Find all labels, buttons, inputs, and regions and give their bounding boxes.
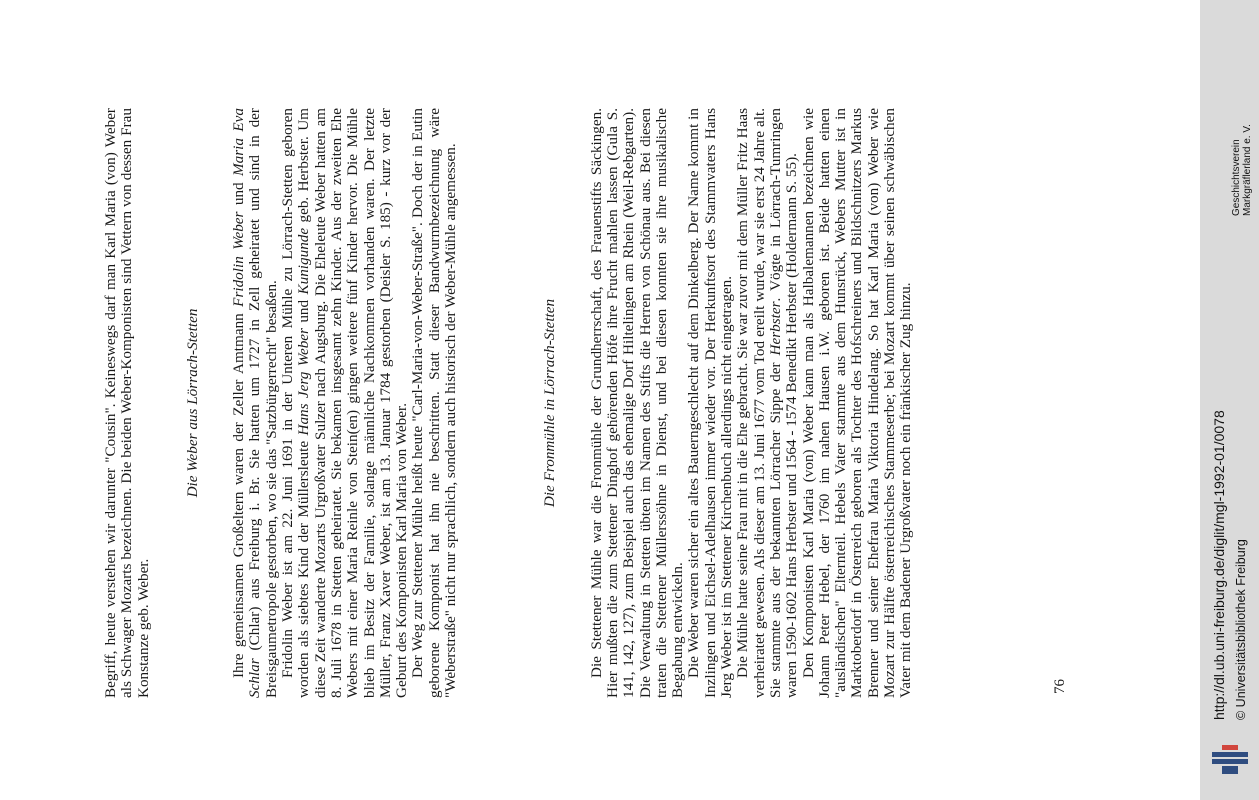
permalink-url[interactable]: http://dl.ub.uni-freiburg.de/diglit/mgl-1992-01/0078 [1211, 410, 1227, 720]
rotated-sidebar-content [1200, 0, 1259, 800]
copyright-notice: © Universitätsbibliothek Freiburg [1234, 539, 1248, 720]
paragraph: Die Stettener Mühle war die Fronmühle der Grundherrschaft, des Frauenstifts Säckingen. Hier mußten die zum Stettener Dinghof gehörenden Höfe ihre Frucht mahlen lassen (Gula S. 141, 142, 127), zum Beispiel auch das ehemalige Dorf Hiltelingen am Rhein (Weil-Rebgarten). Die Verwaltung in Stetten übten im Namen des Stifts die Herren von Schönau aus. Bei diesen traten die Stettener Müllerssöhne in Dienst, und bei diesen konnten sie ihre musikalische Begabung entwickeln. [587, 108, 687, 698]
intro-paragraph: Begriff, heute verstehen wir darunter "Cousin". Keineswegs darf man Karl Maria (von) Weber als Schwager Mozarts bezeichnen. Die beiden Weber-Komponisten sind Vettern von dessen Frau Konstanze geb. Weber. [102, 108, 152, 698]
paragraph: Den Komponisten Karl Maria (von) Weber kann man als Halbalemannen bezeichnen wie Johann Peter Hebel, der 1760 im nahen Hausen i.W. geboren ist. Beide hatten einen "ausländischen" Elternteil. Hebels Vater stammte aus dem Hunsrück, Webers Mutter ist in Marktoberdorf in Österreich geboren als Tochter des Hofschreiners und Bildschnitzers Markus Brenner und seiner Ehefrau Maria Viktoria Hindelang. So hat Karl Maria (von) Weber wie Mozart zur Hälfte österreichisches Stammeserbe; bei Mozart kommt über seinen schwäbischen Vater mit dem Badener Urgroßvater noch ein fränkischer Zug hinzu. [799, 108, 915, 698]
page-number: 76 [1052, 679, 1068, 694]
paragraph: Fridolin Weber ist am 22. Juni 1691 in der Unteren Mühle zu Lörrach-Stetten geboren worden als siebtes Kind der Müllersleute Hans Jerg Weber und Kunigunde geb. Herbster. Um diese Zeit wanderte Mozarts Urgroßvater Sulzer nach Augsburg. Die Eheleute Weber hatten am 8. Juli 1678 in Stetten geheiratet. Sie bekamen insgesamt zehn Kinder. Aus der zweiten Ehe Webers mit einer Maria Reinle von Stein(en) gingen weitere fünf Kinder hervor. Die Mühle blieb im Besitz der Familie, solange männliche Nachkommen vorhanden waren. Der letzte Müller, Franz Xaver Weber, ist am 13. Januar 1784 gestorben (Deisler S. 185) - kurz vor der Geburt des Komponisten Karl Maria von Weber. [279, 108, 411, 698]
section-heading-weber-loerrach-stetten: Die Weber aus Lörrach-Stetten [183, 308, 201, 498]
section-heading-fronmuehle: Die Fronmühle in Lörrach-Stetten [541, 298, 559, 508]
paragraph: Die Mühle hatte seine Frau mit in die Ehe gebracht. Sie war zuvor mit dem Müller Fritz Haas verheiratet gewesen. Als dieser am 13. Juni 1677 vom Tod ereilt wurde, war sie erst 24 Jahre alt. Sie stammte aus der bekannten Lörracher Sippe der Herbster. Vögte in Lörrach-Tumringen waren 1590-1602 Hans Herbster und 1564 - 1574 Benedikt Herbster (Holdermann S. 55). [734, 108, 801, 698]
paragraph: Die Weber waren sicher ein altes Bauerngeschlecht auf dem Dinkelberg. Der Name kommt in Inzlingen und Eichsel-Adelhausen immer wieder vor. Der Herkunftsort des Stammvaters Hans Jerg Weber ist im Stettener Kirchenbuch allerdings nicht eingetragen. [685, 108, 736, 698]
society-name-line-1: Geschichtsverein [1231, 139, 1242, 216]
paragraph: Der Weg zur Stettener Mühle heißt heute "Carl-Maria-von-Weber-Straße". Doch der in Eutin geborene Komponist hat ihn nie beschritten. Statt dieser Bandwurmbezeichnung wäre "Weberstraße" nicht nur sprachlich, sondern auch historisch der Weber-Mühle angemessen. [409, 108, 460, 698]
society-name-line-2: Markgräflerland e. V. [1242, 124, 1253, 216]
text-column [103, 108, 915, 698]
society-name [1231, 124, 1253, 216]
paragraph: Ihre gemeinsamen Großeltern waren der Zeller Amtmann Fridolin Weber und Maria Eva Schlar (Chlar) aus Freiburg i. Br. Sie hatten um 1727 in Zell geheiratet und sind in der Breisgaumetropole gestorben, wo sie das "Satzbürgerrecht" besaßen. [230, 107, 280, 698]
ub-freiburg-logo-icon[interactable] [1208, 742, 1252, 776]
viewer-sidebar [1200, 0, 1259, 800]
